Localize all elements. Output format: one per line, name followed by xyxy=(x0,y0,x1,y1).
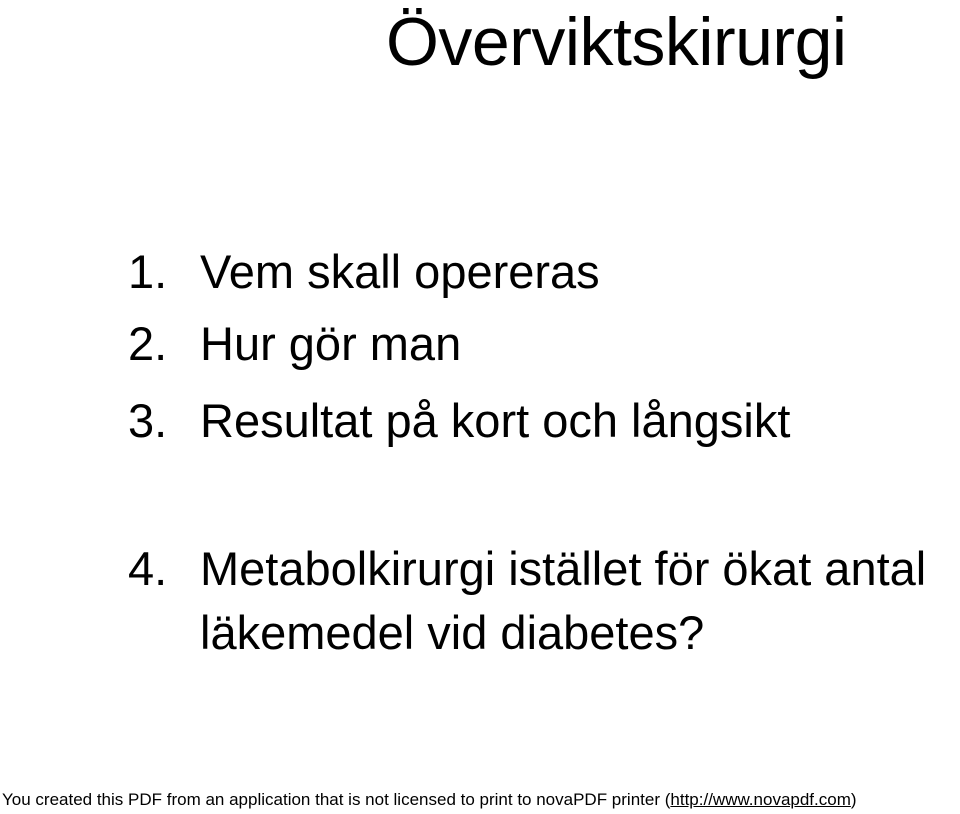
list-item-number: 2. xyxy=(128,317,168,370)
list-item-text: Hur gör man xyxy=(200,317,462,370)
list-item-number: 1. xyxy=(128,245,168,298)
list-item-number: 4. xyxy=(128,542,168,595)
list-item-number: 3. xyxy=(128,394,168,447)
watermark-prefix: You created this PDF from an application that is not licensed to print to novaPDF printer ( xyxy=(2,790,671,809)
list-item-text: Vem skall opereras xyxy=(200,245,600,298)
list-item-text: Resultat på kort och långsikt xyxy=(200,394,791,447)
pdf-watermark-notice xyxy=(2,789,857,811)
novapdf-link[interactable]: http://www.novapdf.com xyxy=(670,790,851,809)
list-item-text-line2: läkemedel vid diabetes? xyxy=(200,606,705,659)
slide-title: Överviktskirurgi xyxy=(386,4,847,80)
list-item-text-line1: Metabolkirurgi istället för ökat antal xyxy=(200,542,927,595)
watermark-suffix: ) xyxy=(850,790,857,809)
